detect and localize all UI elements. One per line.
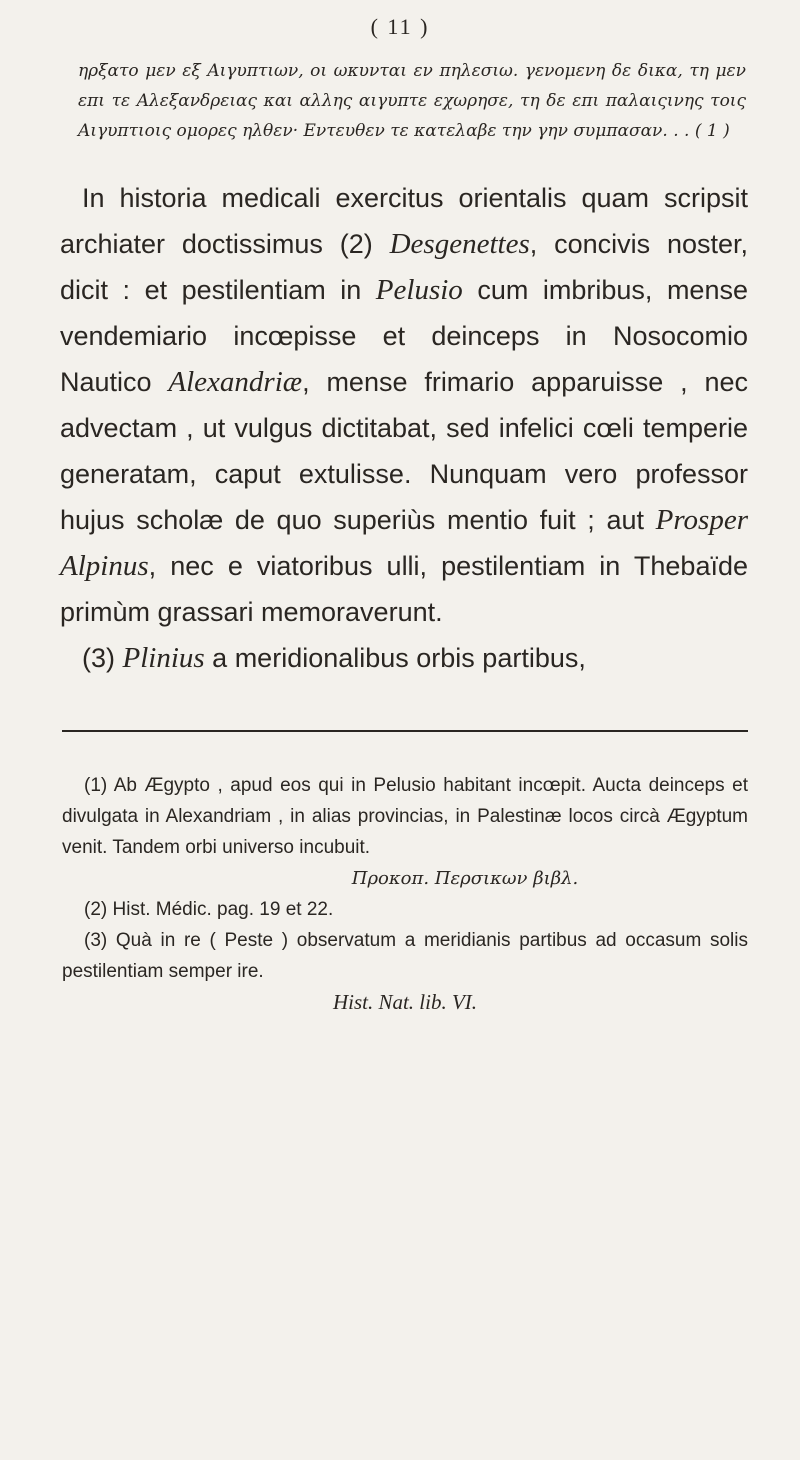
text-run: , mense frimario apparuisse , nec advectam , ut vulgus dictitabat, sed infelici cœli temperie generatam, caput extulisse. Nunquam vero professor hujus scholæ de quo superiùs mentio fuit ; aut bbox=[60, 367, 748, 535]
footnote-1-source: Προκοπ. Περσικων βιβλ. bbox=[351, 868, 579, 889]
text-run: a meridionalibus orbis partibus, bbox=[204, 643, 586, 673]
greek-quotation: ηρξατο μεν εξ Αιγυπτιων, οι ωκυνται εν πηλεσιω. γενομενη δε δικα, τη μεν επι τε Αλεξανδρειας και αλλης αιγυπτε εχωρησε, τη δε επι παλαιςινης τοις Αιγυπτιοις ομορες ηλθεν· Εντευθεν τε κατελαβε την γην συμπασαν. . . ( 1 ) bbox=[78, 61, 746, 141]
footnote-2: (2) Hist. Médic. pag. 19 et 22. bbox=[84, 899, 334, 920]
place-name: Alexandriæ bbox=[168, 366, 303, 398]
text-run: cum imbribus, mense vendemiario incœpisse et deinceps in Nosocomio Nautico bbox=[60, 275, 748, 397]
footnote-3-source: Hist. Nat. lib. VI. bbox=[332, 990, 478, 1014]
author-name: Plinius bbox=[122, 642, 205, 674]
footnote-1: (1) Ab Ægypto , apud eos qui in Pelusio habitant incœpit. Aucta deinceps et divulgata in Alexandriam , in alias provincias, in Palestinæ locos circà Ægyptum venit. Tandem orbi universo incubuit. bbox=[62, 775, 748, 858]
paragraph-desgenettes bbox=[60, 175, 748, 635]
text-run: , concivis noster, dicit : et pestilentiam in bbox=[60, 229, 748, 305]
footnote-3: (3) Quà in re ( Peste ) observatum a meridianis partibus ad occasum solis pestilentiam semper ire. bbox=[62, 930, 748, 982]
page-number: ( 11 ) bbox=[370, 14, 430, 39]
footnote-divider bbox=[62, 730, 748, 732]
footnotes bbox=[62, 770, 748, 1018]
place-name: Pelusio bbox=[375, 274, 463, 306]
author-name: Desgenettes bbox=[389, 228, 530, 260]
text-run: , nec e viatoribus ulli, pestilentiam in Thebaïde primùm grassari memoraverunt. bbox=[60, 551, 748, 627]
text-run: In historia medicali exercitus orientalis quam scripsit archiater doctissimus (2) bbox=[60, 183, 748, 259]
text-run: (3) bbox=[82, 643, 123, 673]
author-name: Prosper Alpinus bbox=[60, 504, 748, 582]
paragraph-plinius bbox=[60, 635, 748, 681]
main-body bbox=[60, 175, 748, 681]
